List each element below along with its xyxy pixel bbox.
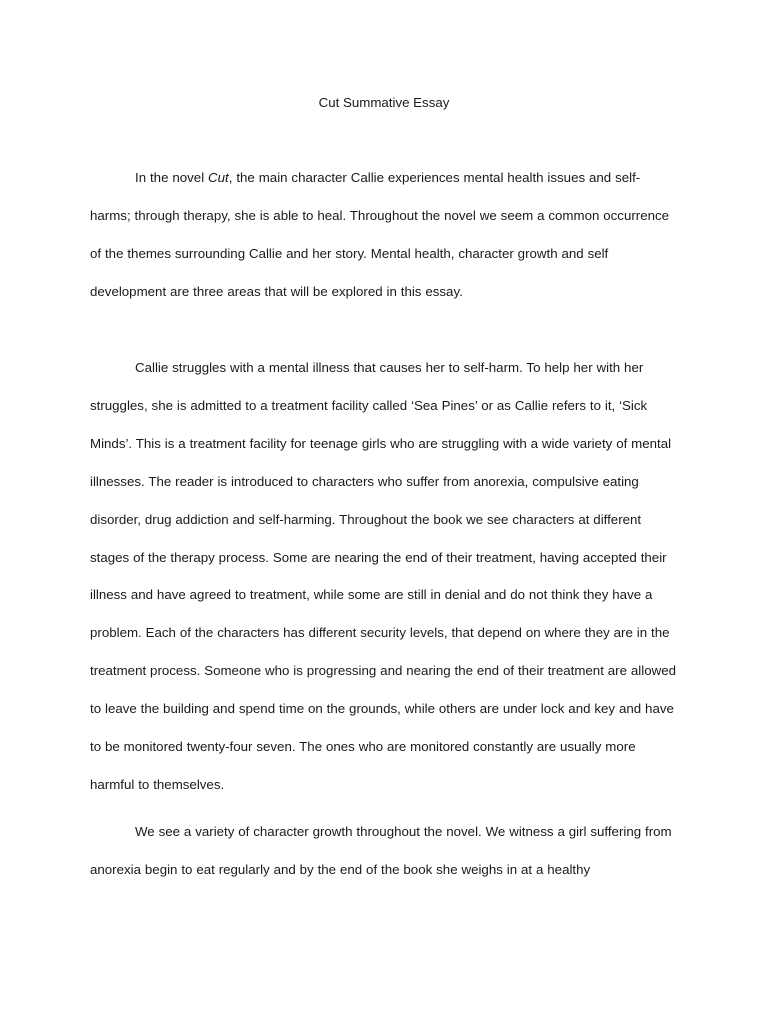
paragraph-character-growth: We see a variety of character growth throughout the novel. We witness a girl suffering from anorexia begin to eat regularly and by the end of the book she weighs in at a healthy	[90, 824, 672, 877]
paragraph-intro	[90, 159, 680, 311]
novel-title-italic: Cut	[208, 170, 229, 185]
paragraph-mental-health: Callie struggles with a mental illness that causes her to self-harm. To help her with her struggles, she is admitted to a treatment facility called ‘Sea Pines’ or as Callie refers to it, ‘Sick Minds’. This is a treatment facility for teenage girls who are struggling with a wide variety of mental illnesses. The reader is introduced to characters who suffer from anorexia, compulsive eating disorder, drug addiction and self-harming. Throughout the book we see characters at different stages of the therapy process. Some are nearing the end of their treatment, having accepted their illness and have agreed to treatment, while some are still in denial and do not think they have a problem. Each of the characters has different security levels, that depend on where they are in the treatment process. Someone who is progressing and nearing the end of their treatment are allowed to leave the building and spend time on the grounds, while others are under lock and key and have to be monitored twenty-four seven. The ones who are monitored constantly are usually more harmful to themselves.	[90, 360, 676, 792]
paragraph-intro-rest: , the main character Callie experiences mental health issues and self-harms; through therapy, she is able to heal. Throughout the novel we seem a common occurrence of the themes surrounding Callie and her story. Mental health, character growth and self development are three areas that will be explored in this essay.	[90, 170, 670, 299]
paragraph-intro-start: In the novel	[135, 170, 209, 185]
document-title: Cut Summative Essay	[318, 95, 450, 110]
